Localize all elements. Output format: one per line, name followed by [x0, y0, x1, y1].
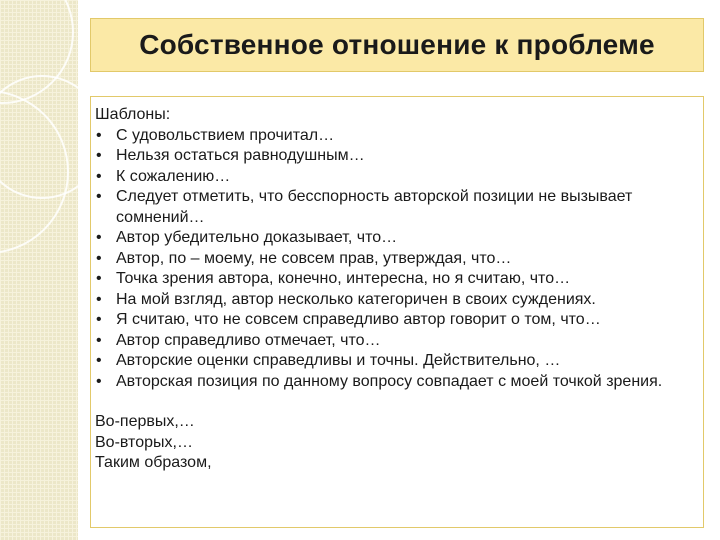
list-item: • Точка зрения автора, конечно, интересна, но я считаю, что…: [95, 269, 699, 290]
list-item: • Нельзя остаться равнодушным…: [95, 146, 699, 167]
slide-title: Собственное отношение к проблеме: [139, 29, 655, 60]
list-item: • Я считаю, что не совсем справедливо автор говорит о том, что…: [95, 310, 699, 331]
patterns-heading: Шаблоны:: [95, 106, 171, 123]
list-item: • Авторская позиция по данному вопросу совпадает с моей точкой зрения.: [95, 372, 699, 393]
closing-line: Во-первых,…: [95, 413, 195, 430]
list-item: • Автор справедливо отмечает, что…: [95, 331, 699, 352]
slide-title-box: [90, 18, 704, 72]
list-item: • Автор, по – моему, не совсем прав, утверждая, что…: [95, 249, 699, 270]
list-item: • Автор убедительно доказывает, что…: [95, 228, 699, 249]
closing-phrases: [95, 412, 699, 474]
list-item: • Следует отметить, что бесспорность авторской позиции не вызывает сомнений…: [95, 187, 699, 228]
closing-line: Таким образом,: [95, 454, 212, 471]
slide-content-box: [90, 96, 704, 528]
list-item: • Авторские оценки справедливы и точны. Действительно, …: [95, 351, 699, 372]
list-item: • К сожалению…: [95, 167, 699, 188]
list-item: • С удовольствием прочитал…: [95, 126, 699, 147]
closing-line: Во-вторых,…: [95, 433, 193, 451]
list-item: • На мой взгляд, автор несколько категоричен в своих суждениях.: [95, 290, 699, 311]
decorative-side-pattern: [0, 0, 78, 540]
patterns-list: [95, 126, 699, 393]
